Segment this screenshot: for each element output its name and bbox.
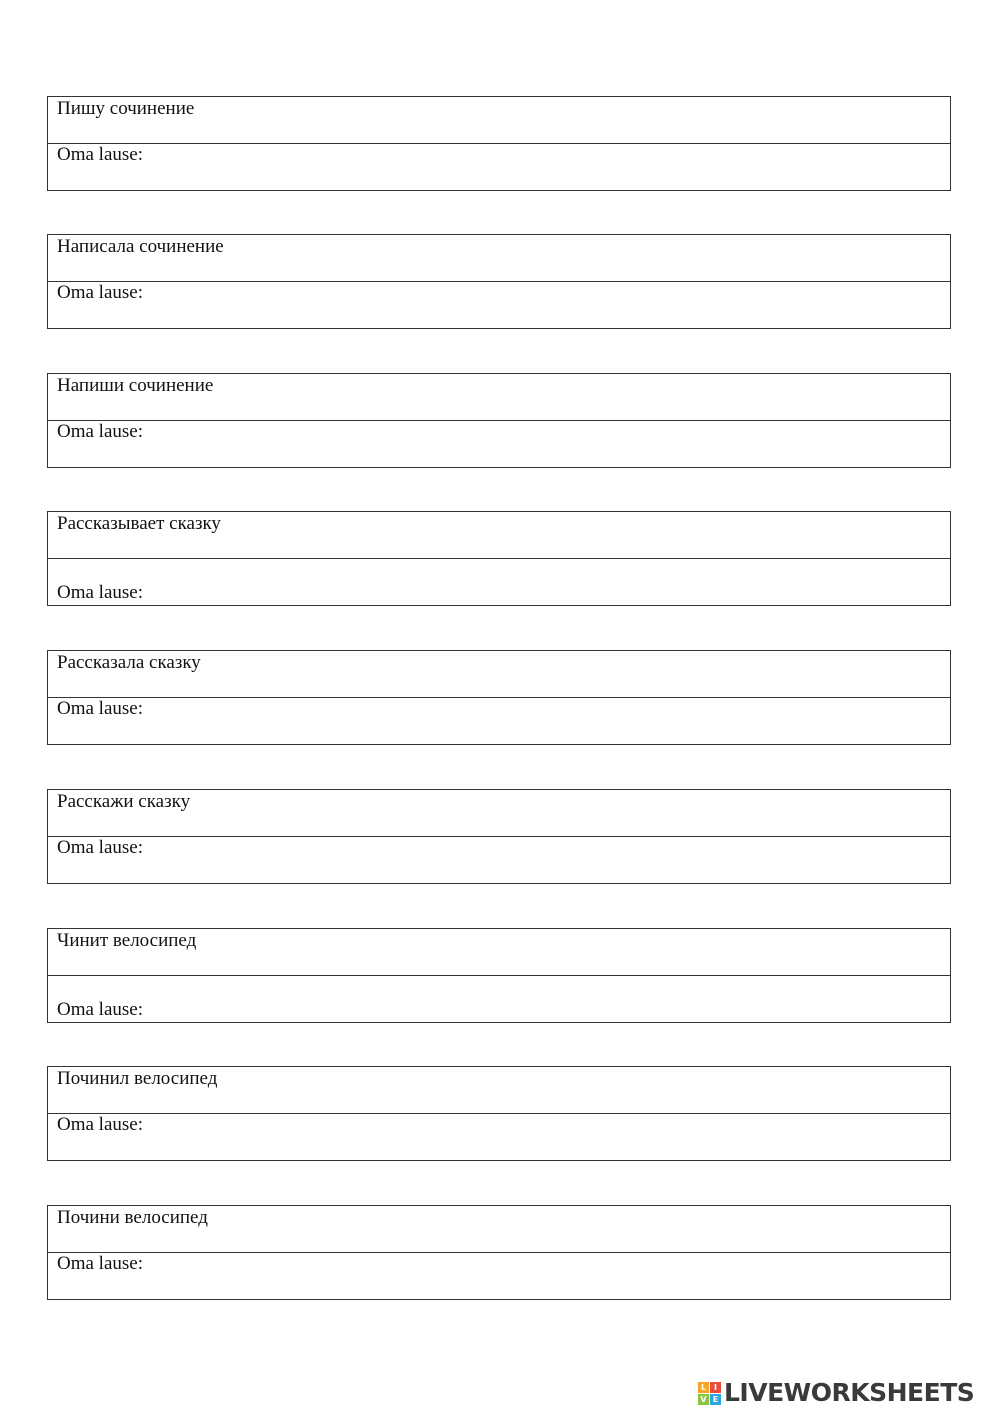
prompt-row bbox=[48, 1067, 950, 1114]
answer-field[interactable] bbox=[198, 978, 940, 1018]
answer-field[interactable] bbox=[198, 839, 940, 879]
answer-row bbox=[48, 421, 950, 468]
exercise-box bbox=[47, 1205, 951, 1300]
answer-label: Oma lause: bbox=[57, 999, 144, 1020]
prompt-row bbox=[48, 374, 950, 421]
prompt-text: Рассказала сказку bbox=[57, 652, 201, 673]
answer-label: Oma lause: bbox=[57, 837, 144, 858]
prompt-row bbox=[48, 512, 950, 559]
answer-field[interactable] bbox=[198, 700, 940, 740]
answer-row bbox=[48, 282, 950, 329]
prompt-text: Починил велосипед bbox=[57, 1068, 218, 1089]
answer-row bbox=[48, 1114, 950, 1161]
prompt-text: Рассказывает сказку bbox=[57, 513, 221, 534]
prompt-text: Напиши сочинение bbox=[57, 375, 214, 396]
prompt-text: Пишу сочинение bbox=[57, 98, 195, 119]
answer-field[interactable] bbox=[198, 1255, 940, 1295]
answer-label: Oma lause: bbox=[57, 698, 144, 719]
exercise-box bbox=[47, 650, 951, 745]
logo-tile-e: E bbox=[710, 1394, 721, 1405]
answer-field[interactable] bbox=[198, 284, 940, 324]
prompt-text: Расскажи сказку bbox=[57, 791, 191, 812]
answer-row bbox=[48, 144, 950, 191]
prompt-text: Почини велосипед bbox=[57, 1207, 208, 1228]
answer-label: Oma lause: bbox=[57, 421, 144, 442]
prompt-row bbox=[48, 97, 950, 144]
logo-text: LIVEWORKSHEETS bbox=[724, 1378, 975, 1407]
exercise-box bbox=[47, 96, 951, 191]
liveworksheets-logo-icon bbox=[698, 1382, 721, 1405]
liveworksheets-logo bbox=[698, 1380, 974, 1406]
prompt-text: Чинит велосипед bbox=[57, 930, 197, 951]
exercise-box bbox=[47, 789, 951, 884]
answer-field[interactable] bbox=[198, 1116, 940, 1156]
prompt-row bbox=[48, 651, 950, 698]
answer-row bbox=[48, 559, 950, 606]
answer-row bbox=[48, 976, 950, 1023]
logo-tile-i: I bbox=[710, 1382, 721, 1393]
prompt-row bbox=[48, 235, 950, 282]
prompt-row bbox=[48, 1206, 950, 1253]
logo-tile-l: L bbox=[698, 1382, 709, 1393]
prompt-text: Написала сочинение bbox=[57, 236, 224, 257]
prompt-row bbox=[48, 790, 950, 837]
exercise-box bbox=[47, 928, 951, 1023]
prompt-row bbox=[48, 929, 950, 976]
exercise-box bbox=[47, 1066, 951, 1161]
answer-label: Oma lause: bbox=[57, 282, 144, 303]
answer-label: Oma lause: bbox=[57, 1114, 144, 1135]
answer-row bbox=[48, 837, 950, 884]
answer-field[interactable] bbox=[198, 146, 940, 186]
answer-label: Oma lause: bbox=[57, 1253, 144, 1274]
exercise-box bbox=[47, 234, 951, 329]
answer-label: Oma lause: bbox=[57, 144, 144, 165]
exercise-box bbox=[47, 373, 951, 468]
logo-tile-v: V bbox=[698, 1394, 709, 1405]
answer-label: Oma lause: bbox=[57, 582, 144, 603]
answer-field[interactable] bbox=[198, 423, 940, 463]
answer-row bbox=[48, 1253, 950, 1300]
answer-row bbox=[48, 698, 950, 745]
exercise-box bbox=[47, 511, 951, 606]
answer-field[interactable] bbox=[198, 561, 940, 601]
